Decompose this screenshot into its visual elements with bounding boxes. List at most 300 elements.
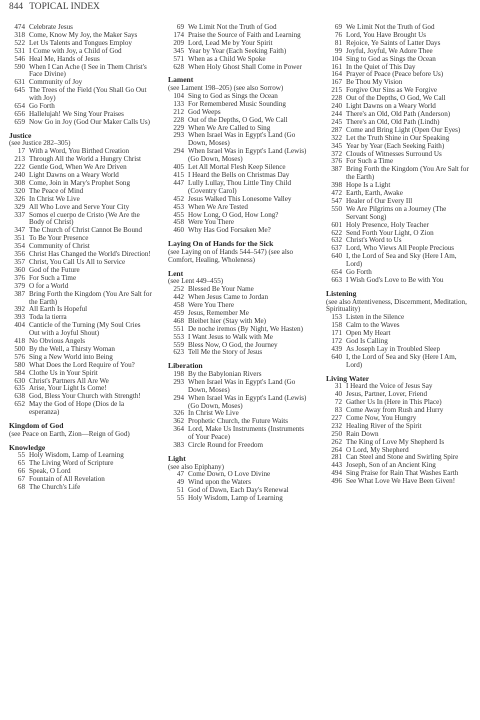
topic-heading: Knowledge [9, 442, 46, 452]
hymn-number: 453 [173, 202, 184, 211]
hymn-number: 69 [176, 23, 184, 31]
hymn-number: 354 [14, 242, 25, 251]
hymn-title: Hallelujah! We Sing Your Praises [29, 109, 124, 118]
hymn-number: 584 [14, 368, 25, 377]
hymn-title: Light Dawns on a Weary World [346, 102, 436, 111]
hymn-title: Circle Round for Freedom [188, 441, 264, 450]
hymn-number: 69 [334, 23, 342, 31]
hymn-number: 227 [331, 413, 342, 422]
hymn-title: Come, Join in Mary's Prophet Song [29, 178, 130, 187]
hymn-number: 452 [173, 194, 184, 203]
hymn-title: O for a World [29, 281, 69, 290]
hymn-number: 645 [14, 86, 25, 95]
hymn-number: 174 [173, 30, 184, 39]
hymn-number: 393 [14, 313, 25, 322]
page-number: 844 [9, 2, 24, 12]
hymn-number: 553 [173, 332, 184, 341]
hymn-number: 546 [14, 54, 25, 63]
hymn-title: Be Thou My Vision [346, 78, 403, 87]
hymn-number: 322 [331, 133, 342, 142]
hymn-title: Somos el cuerpo de Cristo (We Are the Body of Christ) [29, 210, 140, 227]
hymn-title: Gentle God, When We Are Driven [29, 163, 127, 172]
hymn-title: Christ, You Call Us All to Service [29, 257, 126, 266]
hymn-title: Out of the Depths, O God, We Call [188, 115, 288, 124]
hymn-title: I Heard the Voice of Jesus Say [346, 382, 433, 391]
hymn-title: I Wish God's Love to Be with You [346, 276, 444, 284]
hymn-number: 362 [173, 417, 184, 426]
hymn-title: Healer of Our Every Ill [346, 196, 413, 205]
hymn-number: 294 [173, 393, 184, 402]
hymn-number: 172 [331, 337, 342, 346]
hymn-number: 81 [334, 38, 342, 47]
topic-heading: Laying On of Hands for the Sick [168, 239, 274, 249]
hymn-number: 293 [173, 131, 184, 140]
hymn-number: 628 [173, 62, 184, 71]
hymn-number: 171 [331, 329, 342, 338]
hymn-number: 571 [173, 54, 184, 63]
hymn-number: 212 [173, 107, 184, 116]
hymn-title: Lord, You Have Brought Us [346, 30, 427, 39]
hymn-title: When Israel Was in Egypt's Land (Go Down, Moses) [188, 131, 296, 148]
hymn-title: Canticle of the Turning (My Soul Cries Out with a Joyful Shout) [29, 321, 141, 338]
hymn-number: 329 [14, 202, 25, 211]
hymn-title: When Israel Was in Egypt's Land (Go Down, Moses) [188, 377, 296, 394]
hymn-number: 500 [14, 344, 25, 353]
hymn-number: 663 [331, 276, 342, 284]
index-entry [9, 212, 152, 228]
hymn-number: 383 [173, 441, 184, 450]
hymn-title: Come Now, You Hungry [346, 413, 417, 422]
hymn-title: There's an Old, Old Path (Lindh) [346, 117, 440, 126]
hymn-title: For Remembered Music Sounding [188, 99, 286, 108]
hymn-number: 68 [17, 482, 25, 491]
hymn-number: 447 [173, 178, 184, 187]
hymn-number: 458 [173, 218, 184, 227]
hymn-title: Fountain of All Revelation [29, 474, 105, 483]
hymn-number: 228 [331, 94, 342, 103]
hymn-title: Out of the Depths, O God, We Call [346, 94, 446, 103]
hymn-number: 635 [14, 384, 25, 393]
hymn-title: With a Word, You Birthed Creation [29, 147, 130, 156]
index-column-1 [9, 24, 152, 492]
see-reference: (see Peace on Earth, Zion—Reign of God) [9, 429, 130, 438]
hymn-number: 659 [14, 117, 25, 126]
hymn-title: Blessed Be Your Name [188, 285, 254, 294]
index-entry [168, 180, 311, 196]
hymn-title: Prayer of Peace (Peace before Us) [346, 70, 444, 79]
see-reference: (see Laying on of Hands 544–547) (see also Comfort, Healing, Wholeness) [168, 247, 294, 264]
topic-heading: Kingdom of God [9, 421, 64, 431]
hymn-number: 376 [14, 273, 25, 282]
hymn-number: 31 [334, 382, 342, 391]
hymn-title: Rejoice, Ye Saints of Latter Days [346, 38, 441, 47]
hymn-number: 640 [331, 252, 342, 261]
hymn-number: 455 [173, 210, 184, 219]
hymn-title: O Lord, My Shepherd [346, 445, 409, 454]
hymn-number: 47 [176, 470, 184, 479]
hymn-title: Clouds of Witnesses Surround Us [346, 149, 442, 158]
hymn-title: Jesus Walked This Lonesome Valley [188, 194, 292, 203]
hymn-title: Holy Wisdom, Lamp of Learning [29, 451, 124, 460]
hymn-number: 158 [331, 321, 342, 330]
hymn-title: Christ Has Changed the World's Direction! [29, 250, 151, 259]
hymn-number: 351 [14, 234, 25, 243]
hymn-title: God, Bless Your Church with Strength! [29, 392, 141, 401]
hymn-title: Why Has God Forsaken Me? [188, 226, 271, 235]
hymn-number: 337 [14, 210, 25, 219]
hymn-number: 531 [14, 46, 25, 55]
hymn-title: Healing River of the Spirit [346, 421, 422, 430]
hymn-number: 347 [14, 226, 25, 235]
hymn-title: Toda la tierra [29, 313, 67, 322]
hymn-title: The Church of Christ Cannot Be Bound [29, 226, 143, 235]
hymn-title: Can Steel and Stone and Swirling Spire [346, 453, 459, 462]
hymn-title: Calm to the Waves [346, 321, 400, 330]
hymn-number: 637 [331, 244, 342, 253]
hymn-title: May the God of Hope (Dios de la esperanza) [29, 400, 125, 417]
hymn-title: Earth, Earth, Awake [346, 189, 403, 198]
index-entry [9, 484, 152, 492]
hymn-title: Go Forth [346, 268, 372, 277]
hymn-title: The Trees of the Field (You Shall Go Out with Joy) [29, 86, 147, 103]
hymn-number: 405 [173, 163, 184, 172]
hymn-title: Listen in the Silence [346, 313, 405, 322]
index-entry [326, 253, 469, 269]
hymn-number: 379 [14, 281, 25, 290]
hymn-title: I Heard the Bells on Christmas Day [188, 171, 290, 179]
hymn-number: 66 [17, 467, 25, 475]
hymn-title: Community of Christ [29, 242, 90, 251]
hymn-number: 576 [14, 352, 25, 361]
hymn-number: 601 [331, 220, 342, 229]
hymn-title: Light Dawns on a Weary World [29, 171, 119, 179]
topic-heading: Light [168, 453, 186, 463]
hymn-number: 281 [331, 453, 342, 462]
hymn-title: Holy Wisdom, Lamp of Learning [188, 494, 283, 503]
hymn-number: 522 [14, 38, 25, 47]
index-entry [168, 227, 311, 235]
hymn-number: 654 [331, 268, 342, 277]
hymn-number: 547 [331, 196, 342, 205]
hymn-number: 49 [176, 478, 184, 487]
hymn-number: 551 [173, 324, 184, 333]
hymn-number: 72 [334, 398, 342, 407]
hymn-title: In the Quiet of This Day [346, 62, 416, 71]
hymn-title: Lord, Who Views All People Precious [346, 244, 455, 253]
index-entry [168, 148, 311, 164]
hymn-title: Lord, Lead Me by Your Spirit [188, 38, 273, 47]
index-entry [9, 64, 152, 80]
hymn-number: 357 [14, 257, 25, 266]
hymn-title: When as a Child We Spoke [188, 54, 266, 63]
hymn-number: 418 [14, 337, 25, 346]
hymn-number: 458 [173, 300, 184, 309]
hymn-title: Prophetic Church, the Future Waits [188, 417, 288, 426]
index-column-3 [326, 24, 469, 486]
hymn-title: Sing to God as Sings the Ocean [346, 54, 436, 63]
index-entry [168, 395, 311, 411]
index-entry [9, 87, 152, 103]
hymn-title: The Church's Life [29, 482, 81, 491]
hymn-number: 244 [331, 109, 342, 118]
hymn-title: Through All the World a Hungry Christ [29, 155, 141, 164]
hymn-number: 104 [173, 91, 184, 100]
hymn-title: Lord, Make Us Instruments (Instruments of Your Peace) [188, 425, 305, 442]
hymn-number: 55 [17, 451, 25, 460]
hymn-title: Year by Year (Each Seeking Faith) [346, 141, 445, 150]
hymn-title: All Earth Is Hopeful [29, 305, 88, 314]
hymn-number: 356 [14, 250, 25, 259]
hymn-title: I Come with Joy, a Child of God [29, 46, 122, 55]
index-entry [168, 442, 311, 450]
hymn-title: Send Forth Your Light, O Zion [346, 228, 434, 237]
hymn-title: Were You There [188, 300, 234, 309]
hymn-title: We Limit Not the Truth of God [188, 23, 277, 31]
hymn-number: 398 [331, 181, 342, 190]
hymn-title: Year by Year (Each Seeking Faith) [188, 46, 287, 55]
hymn-title: Were You There [188, 218, 234, 227]
hymn-title: Hope Is a Light [346, 181, 391, 190]
hymn-title: Tell Me the Story of Jesus [188, 348, 263, 357]
hymn-title: When Israel Was in Egypt's Land (Lewis) (Go Down, Moses) [188, 393, 307, 410]
hymn-number: 153 [331, 313, 342, 322]
hymn-number: 640 [331, 352, 342, 361]
hymn-title: We Limit Not the Truth of God [346, 23, 435, 31]
hymn-number: 229 [173, 123, 184, 132]
hymn-title: Christ's Word to Us [346, 236, 402, 245]
index-entry [168, 349, 311, 357]
hymn-title: Arise, Your Light Is Come! [29, 384, 107, 393]
index-entry [9, 401, 152, 417]
hymn-title: How Long, O God, How Long? [188, 210, 279, 219]
hymn-number: 559 [173, 340, 184, 349]
index-entry [9, 322, 152, 338]
hymn-title: What Does the Lord Require of You? [29, 360, 135, 369]
topic-heading: Living Water [326, 373, 370, 383]
hymn-number: 459 [173, 308, 184, 317]
page-title: TOPICAL INDEX [29, 2, 100, 12]
hymn-number: 460 [173, 226, 184, 235]
see-reference: (see Justice 282–305) [9, 139, 71, 148]
see-reference: (see Lament 198–205) (see also Sorrow) [168, 84, 284, 93]
hymn-title: To Be Your Presence [29, 234, 89, 243]
hymn-number: 468 [173, 316, 184, 325]
hymn-title: Let Us Talents and Tongues Employ [29, 38, 132, 47]
hymn-number: 133 [173, 99, 184, 108]
hymn-title: For Such a Time [346, 157, 394, 166]
hymn-title: When We Are Called to Sing [188, 123, 271, 132]
hymn-number: 392 [14, 305, 25, 314]
hymn-title: Speak, O Lord [29, 467, 71, 475]
hymn-number: 632 [331, 236, 342, 245]
index-entry [326, 206, 469, 222]
hymn-title: The Peace of Mind [29, 186, 84, 195]
hymn-number: 262 [331, 437, 342, 446]
hymn-title: As Joseph Lay in Troubled Sleep [346, 344, 440, 353]
hymn-title: God Is Calling [346, 337, 388, 346]
hymn-number: 360 [14, 265, 25, 274]
hymn-number: 474 [14, 23, 25, 31]
hymn-title: The King of Love My Shepherd Is [346, 437, 445, 446]
hymn-title: Come Down, O Love Divine [188, 470, 271, 479]
hymn-number: 364 [173, 425, 184, 434]
index-entry [326, 354, 469, 370]
hymn-number: 167 [331, 78, 342, 87]
hymn-number: 99 [334, 46, 342, 55]
hymn-number: 67 [17, 474, 25, 483]
hymn-title: Joseph, Son of an Ancient King [346, 461, 436, 470]
hymn-number: 638 [14, 392, 25, 401]
hymn-number: 240 [14, 171, 25, 179]
index-entry [168, 64, 311, 72]
running-head [9, 2, 100, 12]
hymn-number: 631 [14, 78, 25, 87]
hymn-number: 55 [176, 494, 184, 503]
hymn-title: Go Forth [29, 102, 55, 111]
hymn-title: Jesus, Remember Me [188, 308, 249, 317]
hymn-number: 622 [331, 228, 342, 237]
hymn-number: 439 [331, 344, 342, 353]
hymn-title: God of the Future [29, 265, 80, 274]
hymn-title: Sing Praise for Rain That Washes Earth [346, 469, 459, 478]
hymn-number: 245 [331, 117, 342, 126]
hymn-number: 104 [331, 54, 342, 63]
hymn-number: 387 [14, 289, 25, 298]
hymn-title: Lully Lullay, Thou Little Tiny Child (Coventry Carol) [188, 178, 292, 195]
hymn-number: 442 [173, 293, 184, 302]
hymn-title: Sing to God as Sings the Ocean [188, 91, 278, 100]
hymn-title: Now Go in Joy (God Our Maker Calls Us) [29, 117, 150, 126]
hymn-number: 161 [331, 62, 342, 71]
hymn-number: 472 [331, 189, 342, 198]
hymn-number: 250 [331, 429, 342, 438]
hymn-number: 345 [331, 141, 342, 150]
hymn-number: 232 [331, 421, 342, 430]
hymn-title: Come Away from Rush and Hurry [346, 405, 444, 414]
hymn-number: 76 [334, 30, 342, 39]
hymn-title: De noche iremos (By Night, We Hasten) [188, 324, 303, 333]
hymn-number: 623 [173, 348, 184, 357]
index-entry [9, 291, 152, 307]
see-reference: (see Lent 449–455) [168, 277, 224, 286]
hymn-number: 293 [173, 377, 184, 386]
index-entry [168, 426, 311, 442]
hymn-number: 17 [17, 147, 25, 156]
hymn-title: Wind upon the Waters [188, 478, 252, 487]
hymn-title: By the Well, a Thirsty Woman [29, 344, 115, 353]
hymn-number: 376 [331, 157, 342, 166]
hymn-title: Gather Us In (Here in This Place) [346, 398, 442, 407]
hymn-title: See What Love We Have Been Given! [346, 477, 456, 486]
hymn-title: Bring Forth the Kingdom (You Are Salt for the Earth) [29, 289, 152, 306]
hymn-title: For Such a Time [29, 273, 77, 282]
topic-heading: Lent [168, 268, 184, 278]
hymn-number: 264 [331, 445, 342, 454]
hymn-title: God of Dawn, Each Day's Renewal [188, 486, 289, 495]
hymn-title: Come and Bring Light (Open Our Eyes) [346, 125, 461, 134]
hymn-title: In Christ We Live [29, 194, 80, 203]
hymn-number: 65 [17, 459, 25, 468]
hymn-title: Let All Mortal Flesh Keep Silence [188, 163, 286, 172]
hymn-number: 294 [173, 147, 184, 156]
hymn-title: Clothe Us in Your Spirit [29, 368, 98, 377]
hymn-number: 164 [331, 70, 342, 79]
hymn-number: 630 [14, 376, 25, 385]
hymn-number: 215 [331, 86, 342, 95]
topic-heading: Justice [9, 130, 32, 140]
hymn-title: I, the Lord of Sea and Sky (Here I Am, Lord) [346, 252, 457, 269]
index-entry [9, 119, 152, 127]
hymn-number: 387 [331, 165, 342, 174]
index-column-2 [168, 24, 311, 503]
hymn-title: Praise the Source of Faith and Learning [188, 30, 301, 39]
hymn-number: 494 [331, 469, 342, 478]
hymn-number: 404 [14, 321, 25, 330]
see-reference: (see also Attentiveness, Discernment, Meditation, Spirituality) [326, 297, 467, 314]
hymn-number: 345 [173, 46, 184, 55]
hymn-number: 590 [14, 62, 25, 71]
topic-heading: Lament [168, 75, 194, 85]
hymn-number: 496 [331, 477, 342, 486]
hymn-title: Bring Forth the Kingdom (You Are Salt for the Earth) [346, 165, 469, 182]
hymn-number: 213 [14, 155, 25, 164]
hymn-title: Come, Know My Joy, the Maker Says [29, 30, 138, 39]
hymn-number: 580 [14, 360, 25, 369]
hymn-title: I Want Jesus to Walk with Me [188, 332, 273, 341]
topic-heading: Liberation [168, 361, 203, 371]
hymn-title: By the Babylonian Rivers [188, 369, 262, 378]
hymn-number: 550 [331, 204, 342, 213]
see-reference: (see also Epiphany) [168, 462, 224, 471]
hymn-title: Bless Now, O God, the Journey [188, 340, 278, 349]
hymn-title: The Living Word of Scripture [29, 459, 114, 468]
hymn-number: 198 [173, 369, 184, 378]
index-entry [168, 132, 311, 148]
hymn-title: Holy Presence, Holy Teacher [346, 220, 429, 229]
hymn-number: 326 [173, 409, 184, 418]
hymn-title: Let the Truth Shine in Our Speaking [346, 133, 450, 142]
hymn-number: 326 [14, 194, 25, 203]
hymn-title: Christ's Partners All Are We [29, 376, 109, 385]
index-entry [168, 495, 311, 503]
hymn-number: 40 [334, 390, 342, 399]
hymn-number: 252 [173, 285, 184, 294]
hymn-number: 209 [173, 38, 184, 47]
hymn-number: 320 [14, 186, 25, 195]
hymn-number: 83 [334, 405, 342, 414]
hymn-number: 443 [331, 461, 342, 470]
hymn-title: Joyful, Joyful, We Adore Thee [346, 46, 433, 55]
hymn-title: Bleibet hier (Stay with Me) [188, 316, 267, 325]
hymn-title: I, the Lord of Sea and Sky (Here I Am, Lord) [346, 352, 457, 369]
hymn-title: God Weeps [188, 107, 221, 116]
hymn-title: No Obvious Angels [29, 337, 85, 346]
hymn-title: When Holy Ghost Shall Come in Power [188, 62, 302, 71]
hymn-number: 222 [14, 163, 25, 172]
hymn-title: Celebrate Jesus [29, 23, 73, 31]
hymn-number: 652 [14, 400, 25, 409]
hymn-title: In Christ We Live [188, 409, 239, 418]
hymn-number: 308 [14, 178, 25, 187]
hymn-title: When Israel Was in Egypt's Land (Lewis) (Go Down, Moses) [188, 147, 307, 164]
index-entry [168, 379, 311, 395]
hymn-number: 287 [331, 125, 342, 134]
hymn-number: 318 [14, 30, 25, 39]
hymn-title: Heal Me, Hands of Jesus [29, 54, 100, 63]
hymn-title: When We Are Tested [188, 202, 248, 211]
hymn-title: Community of Joy [29, 78, 83, 87]
hymn-title: When Jesus Came to Jordan [188, 293, 268, 302]
